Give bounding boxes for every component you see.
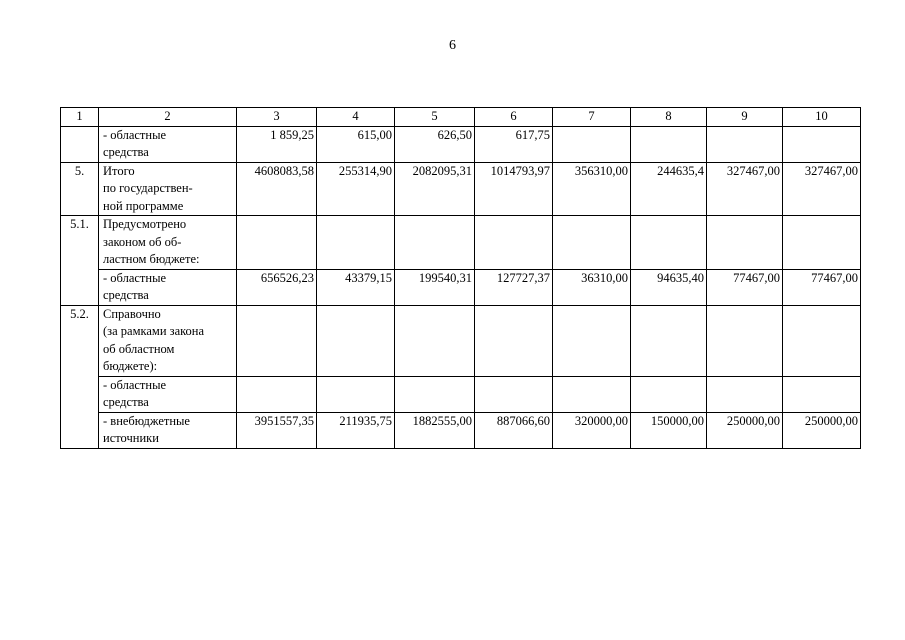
value-cell xyxy=(395,216,475,270)
value-cell xyxy=(631,376,707,412)
header-cell: 8 xyxy=(631,108,707,127)
value-cell: 356310,00 xyxy=(553,162,631,216)
value-cell: 617,75 xyxy=(475,126,553,162)
table-row xyxy=(61,216,861,270)
value-cell: 244635,4 xyxy=(631,162,707,216)
value-cell: 3951557,35 xyxy=(237,412,317,448)
value-cell: 77467,00 xyxy=(707,269,783,305)
value-cell: 250000,00 xyxy=(783,412,861,448)
row-label: - внебюджетные источники xyxy=(99,412,237,448)
budget-table xyxy=(60,107,861,449)
row-number xyxy=(61,376,99,412)
row-number: 5. xyxy=(61,162,99,216)
value-cell xyxy=(707,126,783,162)
header-cell: 5 xyxy=(395,108,475,127)
header-cell: 3 xyxy=(237,108,317,127)
row-number: 5.1. xyxy=(61,216,99,270)
page-number: 6 xyxy=(449,38,456,53)
value-cell: 1 859,25 xyxy=(237,126,317,162)
value-cell xyxy=(475,216,553,270)
table-row xyxy=(61,269,861,305)
table-row xyxy=(61,412,861,448)
value-cell xyxy=(395,376,475,412)
value-cell: 199540,31 xyxy=(395,269,475,305)
value-cell: 1014793,97 xyxy=(475,162,553,216)
value-cell xyxy=(631,305,707,376)
value-cell: 77467,00 xyxy=(783,269,861,305)
value-cell xyxy=(237,305,317,376)
row-number xyxy=(61,412,99,448)
value-cell: 626,50 xyxy=(395,126,475,162)
value-cell xyxy=(707,376,783,412)
value-cell: 127727,37 xyxy=(475,269,553,305)
row-label: - областные средства xyxy=(99,376,237,412)
value-cell xyxy=(553,305,631,376)
row-label: Предусмотрено законом об об- ластном бюджете: xyxy=(99,216,237,270)
header-row xyxy=(61,108,861,127)
value-cell xyxy=(783,216,861,270)
value-cell xyxy=(783,376,861,412)
value-cell xyxy=(631,216,707,270)
value-cell: 656526,23 xyxy=(237,269,317,305)
value-cell xyxy=(553,216,631,270)
row-label: Итого по государствен- ной программе xyxy=(99,162,237,216)
value-cell xyxy=(707,305,783,376)
value-cell: 887066,60 xyxy=(475,412,553,448)
value-cell xyxy=(783,126,861,162)
value-cell: 250000,00 xyxy=(707,412,783,448)
value-cell xyxy=(707,216,783,270)
value-cell xyxy=(237,376,317,412)
value-cell xyxy=(553,376,631,412)
row-label: - областные средства xyxy=(99,269,237,305)
row-number xyxy=(61,126,99,162)
row-number xyxy=(61,269,99,305)
value-cell xyxy=(317,216,395,270)
value-cell xyxy=(317,376,395,412)
header-cell: 10 xyxy=(783,108,861,127)
value-cell: 211935,75 xyxy=(317,412,395,448)
value-cell: 150000,00 xyxy=(631,412,707,448)
value-cell xyxy=(237,216,317,270)
header-cell: 9 xyxy=(707,108,783,127)
value-cell: 36310,00 xyxy=(553,269,631,305)
header-cell: 7 xyxy=(553,108,631,127)
header-cell: 4 xyxy=(317,108,395,127)
value-cell xyxy=(783,305,861,376)
value-cell: 1882555,00 xyxy=(395,412,475,448)
value-cell: 43379,15 xyxy=(317,269,395,305)
value-cell xyxy=(553,126,631,162)
header-cell: 6 xyxy=(475,108,553,127)
value-cell: 255314,90 xyxy=(317,162,395,216)
value-cell: 615,00 xyxy=(317,126,395,162)
row-number: 5.2. xyxy=(61,305,99,376)
table-row xyxy=(61,126,861,162)
table-row xyxy=(61,376,861,412)
row-label: - областные средства xyxy=(99,126,237,162)
table-row xyxy=(61,305,861,376)
value-cell xyxy=(631,126,707,162)
value-cell xyxy=(317,305,395,376)
value-cell xyxy=(395,305,475,376)
value-cell: 327467,00 xyxy=(783,162,861,216)
value-cell: 4608083,58 xyxy=(237,162,317,216)
value-cell: 2082095,31 xyxy=(395,162,475,216)
value-cell: 94635,40 xyxy=(631,269,707,305)
value-cell: 320000,00 xyxy=(553,412,631,448)
value-cell xyxy=(475,305,553,376)
header-cell: 2 xyxy=(99,108,237,127)
value-cell: 327467,00 xyxy=(707,162,783,216)
table-row xyxy=(61,162,861,216)
header-cell: 1 xyxy=(61,108,99,127)
value-cell xyxy=(475,376,553,412)
row-label: Справочно (за рамками закона об областном бюджете): xyxy=(99,305,237,376)
